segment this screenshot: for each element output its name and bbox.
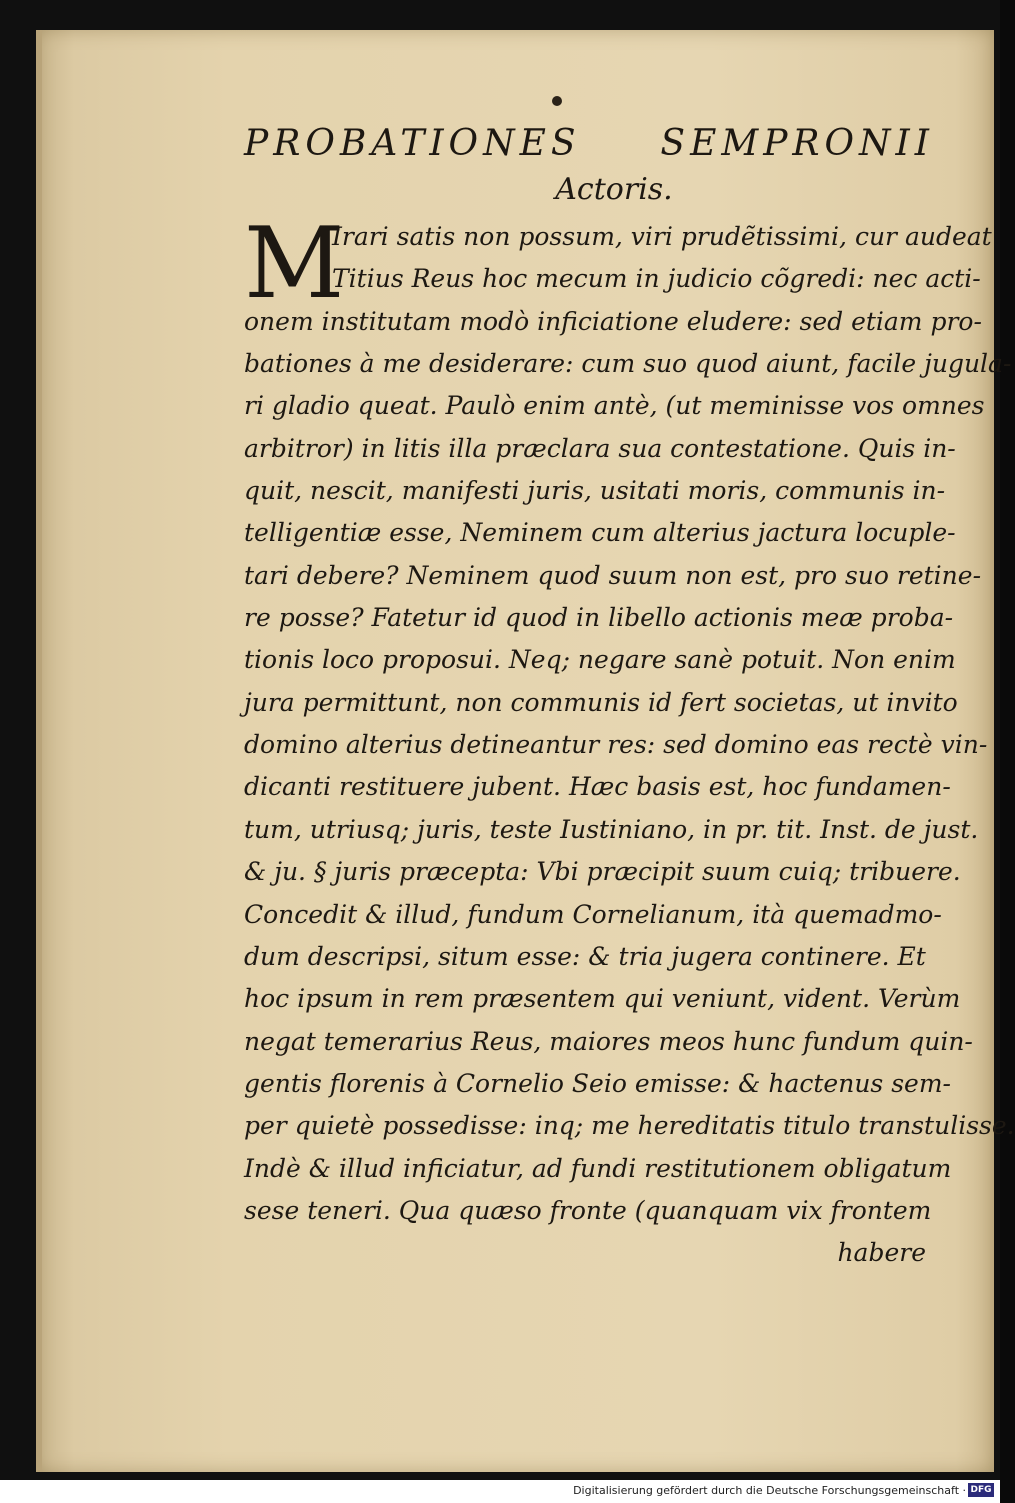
text-line: dicanti restituere jubent. Hæc basis est, hoc fundamen- <box>244 772 951 802</box>
body-text <box>244 207 1015 1275</box>
text-line: tum, utriusq; juris, teste Iustiniano, in pr. tit. Inst. de just. <box>244 814 979 844</box>
text-line: per quietè possedisse: inq; me hereditatis titulo transtulisse. <box>244 1111 1015 1141</box>
text-line: negat temerarius Reus, maiores meos hunc fundum quin- <box>244 1026 973 1056</box>
text-line: gentis florenis à Cornelio Seio emisse: & hactenus sem- <box>244 1068 951 1098</box>
text-line: onem institutam modò inficiatione eludere: sed etiam pro- <box>244 306 982 336</box>
text-line: domino alterius detineantur res: sed domino eas rectè vin- <box>244 730 988 760</box>
drop-capital: M <box>244 207 345 321</box>
text-line: dum descripsi, situm esse: & tria jugera continere. Et <box>244 941 926 971</box>
text-line: jura permittunt, non communis id fert societas, ut invito <box>244 687 958 717</box>
text-line: Concedit & illud, fundum Cornelianum, ità quemadmo- <box>244 899 942 929</box>
text-line: sese teneri. Qua quæso fronte (quanquam vix frontem <box>244 1195 932 1225</box>
text-line: Indè & illud inficiatur, ad fundi restitutionem obligatum <box>244 1153 952 1183</box>
text-line: Irari satis non possum, viri prudẽtissimi, cur audeat <box>332 222 992 251</box>
page-gutter-edge <box>36 30 42 1472</box>
text-line: quit, nescit, manifesti juris, usitati moris, communis in- <box>244 476 946 506</box>
text-line: telligentiæ esse, Neminem cum alterius jactura locuple- <box>244 518 956 548</box>
funding-notice: Digitalisierung gefördert durch die Deutsche Forschungsgemeinschaft · <box>573 1484 966 1497</box>
text-line: bationes à me desiderare: cum suo quod aiunt, facile jugula- <box>244 349 1012 379</box>
text-line: tari debere? Neminem quod suum non est, pro suo retine- <box>244 560 982 590</box>
page-title: PROBATIONES SEMPRONII <box>244 123 934 164</box>
text-line: hoc ipsum in rem præsentem qui veniunt, vident. Verùm <box>244 984 961 1014</box>
text-line: tionis loco proposui. Neq; negare sanè potuit. Non enim <box>244 645 956 675</box>
text-line: re posse? Fatetur id quod in libello actionis meæ proba- <box>244 603 954 633</box>
dfg-logo-icon: DFG <box>968 1483 994 1497</box>
page-text-block <box>244 120 1015 1275</box>
text-line: & ju. § juris præcepta: Vbi præcipit suum cuiq; tribuere. <box>244 857 961 887</box>
page-subtitle: Actoris. <box>555 172 673 207</box>
footer-bar <box>0 1480 1000 1503</box>
text-line: ri gladio queat. Paulò enim antè, (ut meminisse vos omnes <box>244 391 985 421</box>
text-line: arbitror) in litis illa præclara sua contestatione. Quis in- <box>244 433 956 463</box>
text-line: Titius Reus hoc mecum in judicio cõgredi: nec acti- <box>332 264 981 294</box>
catchword: habere <box>837 1238 926 1268</box>
ink-dot <box>552 96 562 106</box>
